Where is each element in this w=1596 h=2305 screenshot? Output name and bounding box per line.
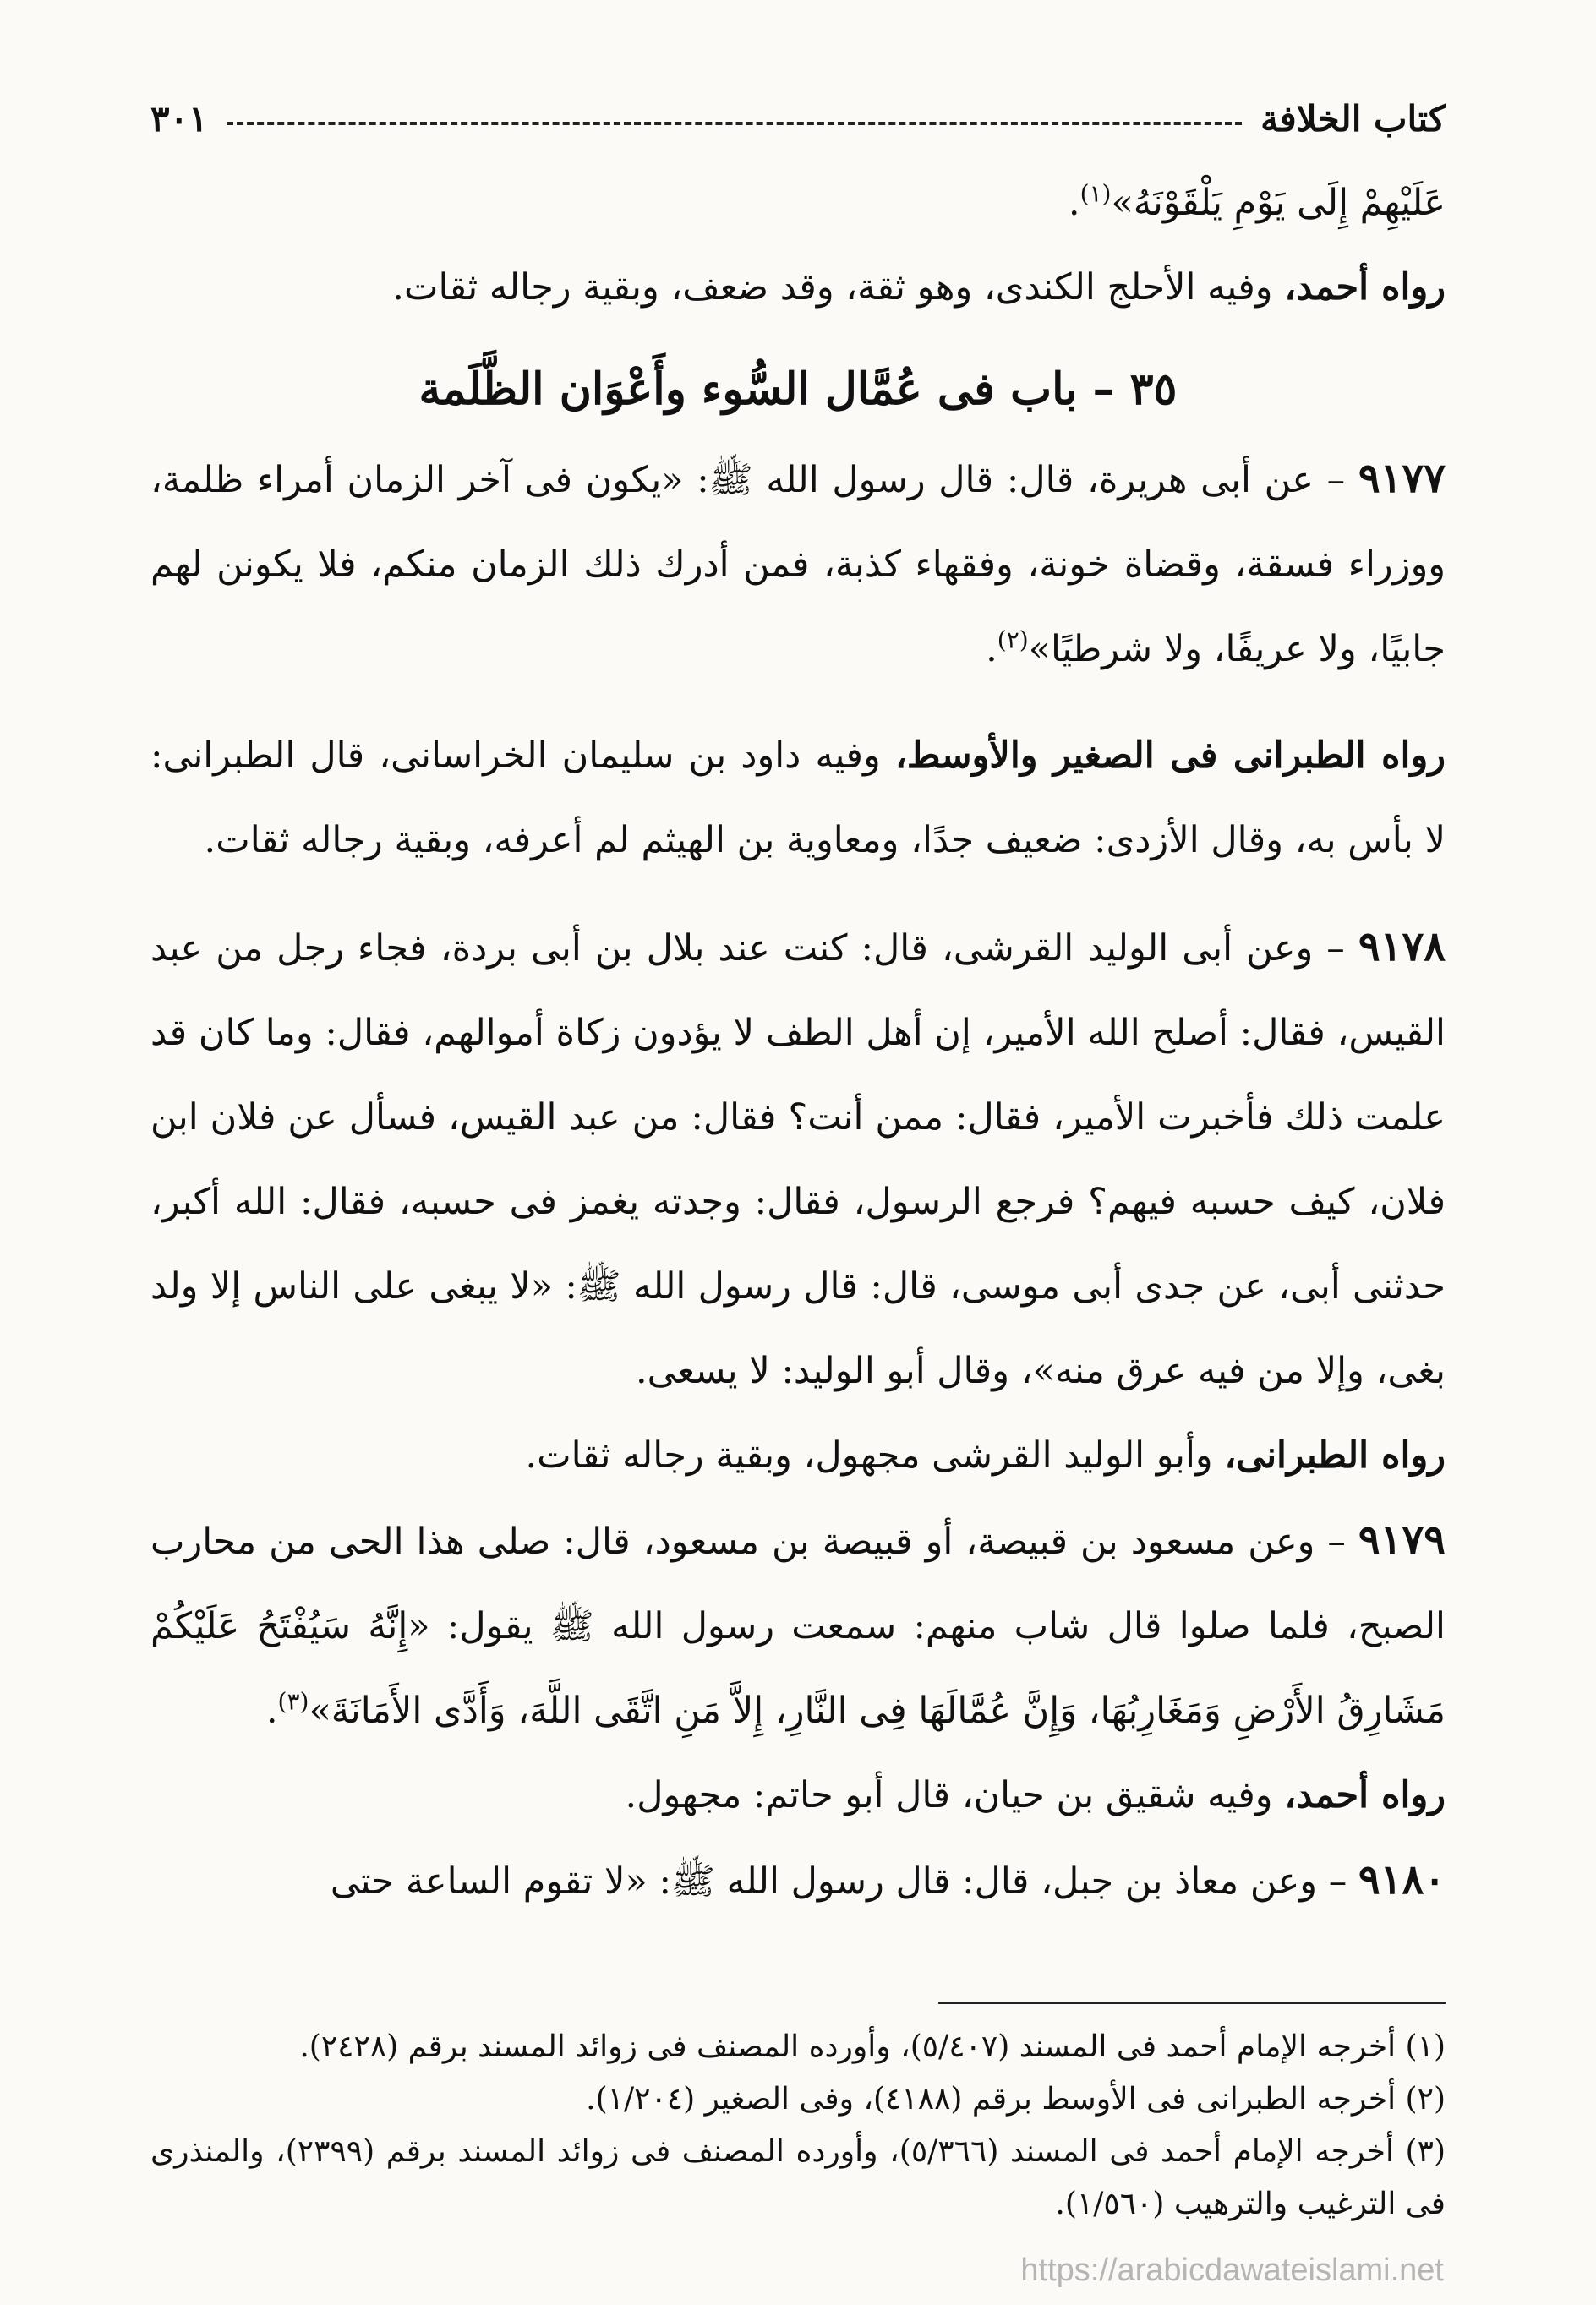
hadith-number: ٩١٧٧ <box>1358 455 1446 502</box>
footnote: (١) أخرجه الإمام أحمد فى المسند (٥/٤٠٧)، وأورده المصنف فى زوائد المسند برقم (٢٤٢٨). <box>299 2029 1446 2064</box>
note-text: وفيه داود بن سليمان الخراسانى، قال الطبرانى: لا بأس به، وقال الأزدى: ضعيف جدًا، ومعاوية بن الهيثم لم أعرفه، وبقية رجاله ثقات. <box>150 735 1446 861</box>
source-note <box>150 1753 1446 1838</box>
hadith-paragraph: ٩١٧٩ – وعن مسعود بن قبيصة، أو قبيصة بن مسعود، قال: صلى هذا الحى من محارب الصبح، فلما صلوا قال شاب منهم: سمعت رسول الله ﷺ يقول: «إِنَّهُ سَيُفْتَحُ عَلَيْكُمْ مَشَارِقُ الأَرْضِ وَمَغَارِبُهَا، وَإِنَّ عُمَّالَهَا فِى النَّارِ، إِلاَّ مَنِ اتَّقَى اللَّهَ، وَأَدَّى الأَمَانَةَ»$^{(٣)}$. <box>150 1516 1446 1732</box>
footnote-ref[interactable]: (٢) <box>997 625 1029 654</box>
hadith-number: ٩١٧٨ <box>1358 923 1446 970</box>
hadith-number: ٩١٧٩ <box>1358 1516 1446 1564</box>
hadith-text: – وعن مسعود بن قبيصة، أو قبيصة بن مسعود، قال: صلى هذا الحى من محارب الصبح، فلما صلوا قال شاب منهم: سمعت رسول الله ﷺ يقول: «إِنَّهُ سَيُفْتَحُ عَلَيْكُمْ مَشَارِقُ الأَرْضِ وَمَغَارِبُهَا، وَإِنَّ عُمَّالَهَا فِى النَّارِ، إِلاَّ مَنِ اتَّقَى اللَّهَ، وَأَدَّى الأَمَانَةَ» <box>150 1521 1446 1732</box>
note-source: رواه الطبرانى فى الصغير والأوسط، <box>894 735 1446 777</box>
running-header <box>150 91 1446 145</box>
hadith-text: – وعن أبى الوليد القرشى، قال: كنت عند بلال بن أبى بردة، فجاء رجل من عبد القيس، فقال: أصلح الله الأمير، إن أهل الطف لا يؤدون زكاة أموالهم، فقال: وما كان قد علمت ذلك فأخبرت الأمير، فقال: ممن أنت؟ فقال: من عبد القيس، فسأل عن فلان ابن فلان، كيف حسبه فيهم؟ فرجع الرسول، فقال: وجدته يغمز فى حسبه، فقال: الله أكبر، حدثنى أبى، عن جدى أبى موسى، قال: قال رسول الله ﷺ: «لا يبغى على الناس إلا ولد بغى، وإلا من فيه عرق منه»، وقال أبو الوليد: لا يسعى. <box>150 927 1446 1392</box>
source-note <box>150 245 1446 330</box>
note-source: رواه أحمد، <box>1284 266 1446 309</box>
hadith-paragraph <box>150 1838 1446 1924</box>
source-note <box>150 713 1446 882</box>
section-heading: ٣٥ – باب فى عُمَّال السُّوء وأَعْوَان الظَّلَمة <box>418 363 1178 415</box>
note-source: رواه أحمد، <box>1284 1774 1446 1816</box>
hadith-paragraph: ٩١٧٧ – عن أبى هريرة، قال: قال رسول الله ﷺ: «يكون فى آخر الزمان أمراء ظلمة، ووزراء فسقة، وقضاة خونة، وفقهاء كذبة، فمن أدرك ذلك الزمان منكم، فلا يكونن لهم جابيًا، ولا عريفًا، ولا شرطيًا»$^{(٢)}$. <box>150 455 1446 670</box>
hadith-text: – وعن معاذ بن جبل، قال: قال رسول الله ﷺ: «لا تقوم الساعة حتى <box>330 1860 1358 1903</box>
footnote: (٢) أخرجه الطبرانى فى الأوسط برقم (٤١٨٨)، وفى الصغير (١/٢٠٤). <box>586 2082 1446 2117</box>
continuation-text: عَلَيْهِمْ إِلَى يَوْمِ يَلْقَوْنَهُ»$^{(١)}$. <box>1068 179 1446 224</box>
header-dashed-rule <box>227 122 1242 125</box>
hadith-number: ٩١٨٠ <box>1358 1856 1446 1904</box>
hadith-paragraph <box>150 904 1446 1413</box>
page-number: ٣٠١ <box>150 97 208 139</box>
note-text: وأبو الوليد القرشى مجهول، وبقية رجاله ثقات. <box>525 1434 1225 1477</box>
note-text: وفيه شقيق بن حيان، قال أبو حاتم: مجهول. <box>625 1774 1285 1816</box>
footnotes <box>150 2021 1446 2231</box>
footnote-ref[interactable]: (٣) <box>277 1687 309 1716</box>
hadith-text: – عن أبى هريرة، قال: قال رسول الله ﷺ: «يكون فى آخر الزمان أمراء ظلمة، ووزراء فسقة، وقضاة خونة، وفقهاء كذبة، فمن أدرك ذلك الزمان منكم، فلا يكونن لهم جابيًا، ولا عريفًا، ولا شرطيًا» <box>150 459 1446 670</box>
book-title: كتاب الخلافة <box>1260 97 1446 139</box>
watermark-url: https://arabicdawateislami.net <box>1020 2253 1444 2288</box>
note-text: وفيه الأحلج الكندى، وهو ثقة، وقد ضعف، وبقية رجاله ثقات. <box>392 266 1285 309</box>
note-source: رواه الطبرانى، <box>1224 1434 1446 1477</box>
source-note <box>150 1413 1446 1498</box>
footnote-ref[interactable]: (١) <box>1079 179 1112 208</box>
footnote-separator <box>938 2002 1446 2004</box>
footnote: (٣) أخرجه الإمام أحمد فى المسند (٥/٣٦٦)، وأورده المصنف فى زوائد المسند برقم (٢٣٩٩)، والمنذرى فى الترغيب والترهيب (١/٥٦٠). <box>150 2134 1446 2221</box>
